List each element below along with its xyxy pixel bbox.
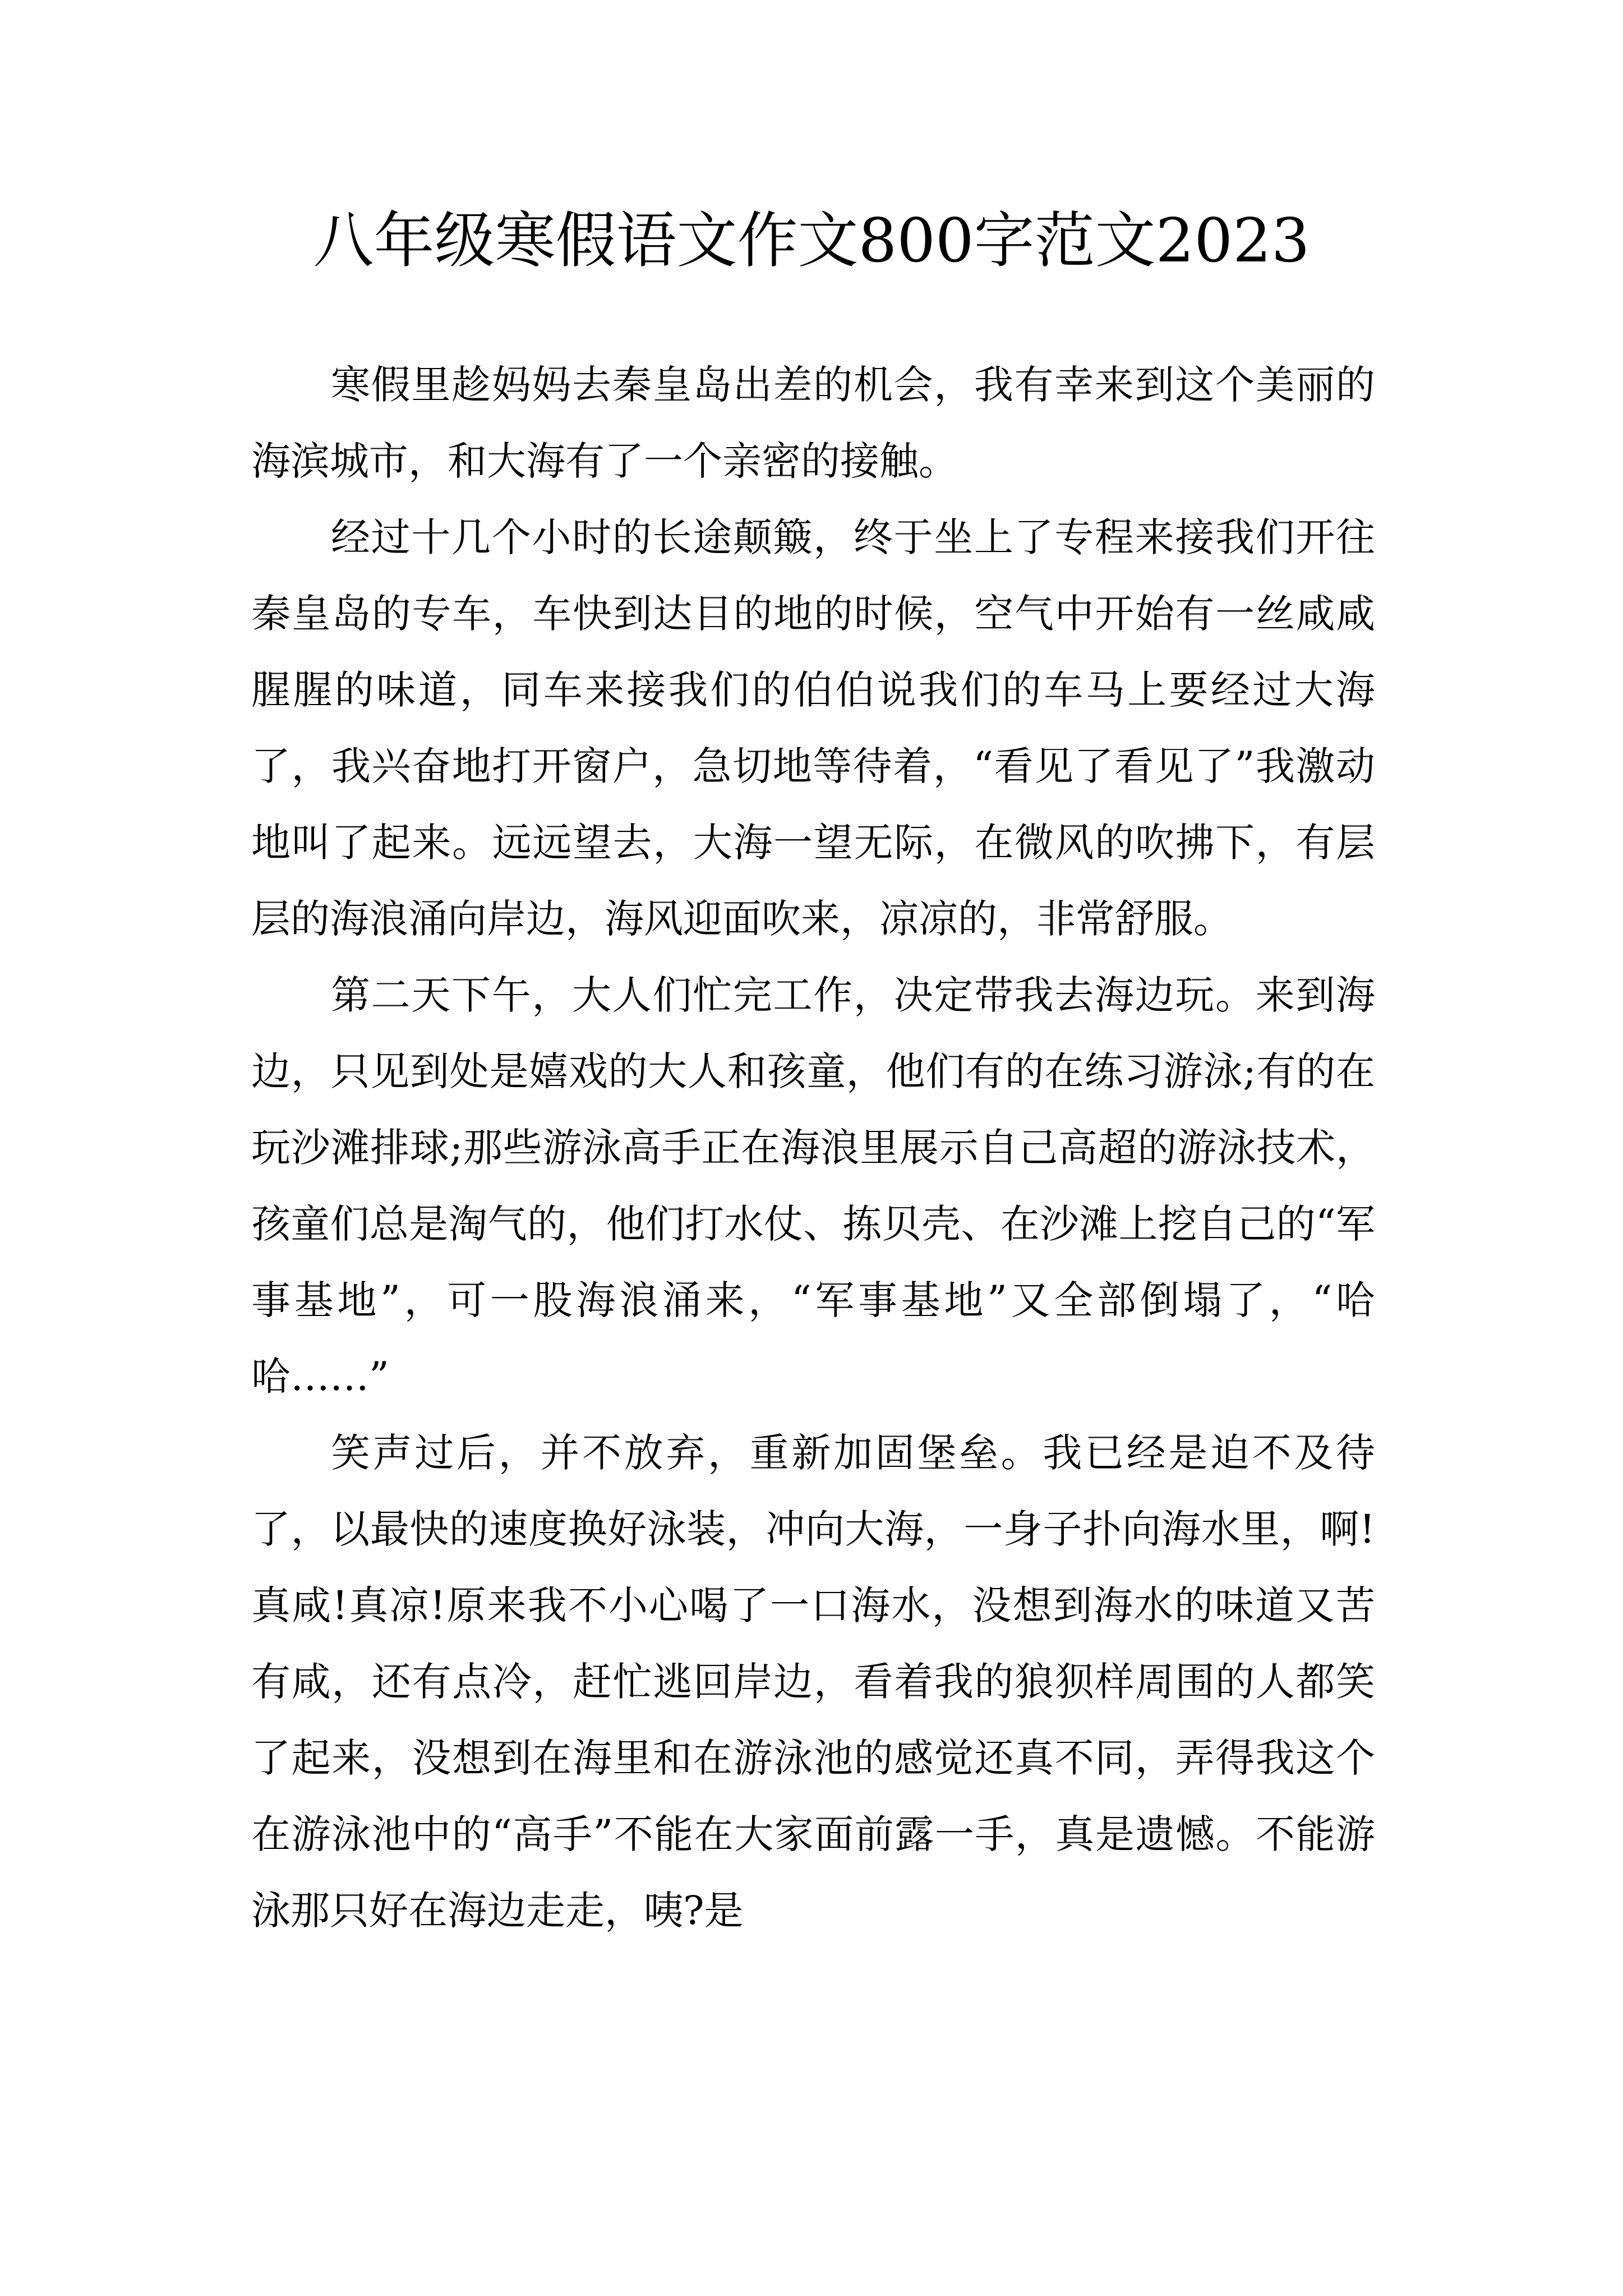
document-title: 八年级寒假语文作文800字范文2023 bbox=[313, 206, 1310, 276]
paragraph: 第二天下午，大人们忙完工作，决定带我去海边玩。来到海边，只见到处是嬉戏的大人和孩童，他们有的在练习游泳;有的在玩沙滩排球;那些游泳高手正在海浪里展示自己高超的游泳技术，孩童们总是淘气的，他们打水仗、拣贝壳、在沙滩上挖自己的“军事基地”，可一股海浪涌来，“军事基地”又全部倒塌了，“哈哈……” bbox=[251, 972, 1375, 1400]
paragraph: 笑声过后，并不放弃，重新加固堡垒。我已经是迫不及待了，以最快的速度换好泳装，冲向大海，一身子扑向海水里，啊!真咸!真凉!原来我不小心喝了一口海水，没想到海水的味道又苦有咸，还有点冷，赶忙逃回岸边，看着我的狼狈样周围的人都笑了起来，没想到在海里和在游泳池的感觉还真不同，弄得我这个在游泳池中的“高手”不能在大家面前露一手，真是遗憾。不能游泳那只好在海边走走，咦?是 bbox=[251, 1430, 1375, 1934]
document-body bbox=[251, 347, 1375, 1949]
paragraph: 寒假里趁妈妈去秦皇岛出差的机会，我有幸来到这个美丽的海滨城市，和大海有了一个亲密的接触。 bbox=[251, 362, 1375, 484]
paragraph: 经过十几个小时的长途颠簸，终于坐上了专程来接我们开往秦皇岛的专车，车快到达目的地的时候，空气中开始有一丝咸咸腥腥的味道，同车来接我们的伯伯说我们的车马上要经过大海了，我兴奋地打开窗户，急切地等待着，“看见了看见了”我激动地叫了起来。远远望去，大海一望无际，在微风的吹拂下，有层层的海浪涌向岸边，海风迎面吹来，凉凉的，非常舒服。 bbox=[251, 514, 1375, 942]
